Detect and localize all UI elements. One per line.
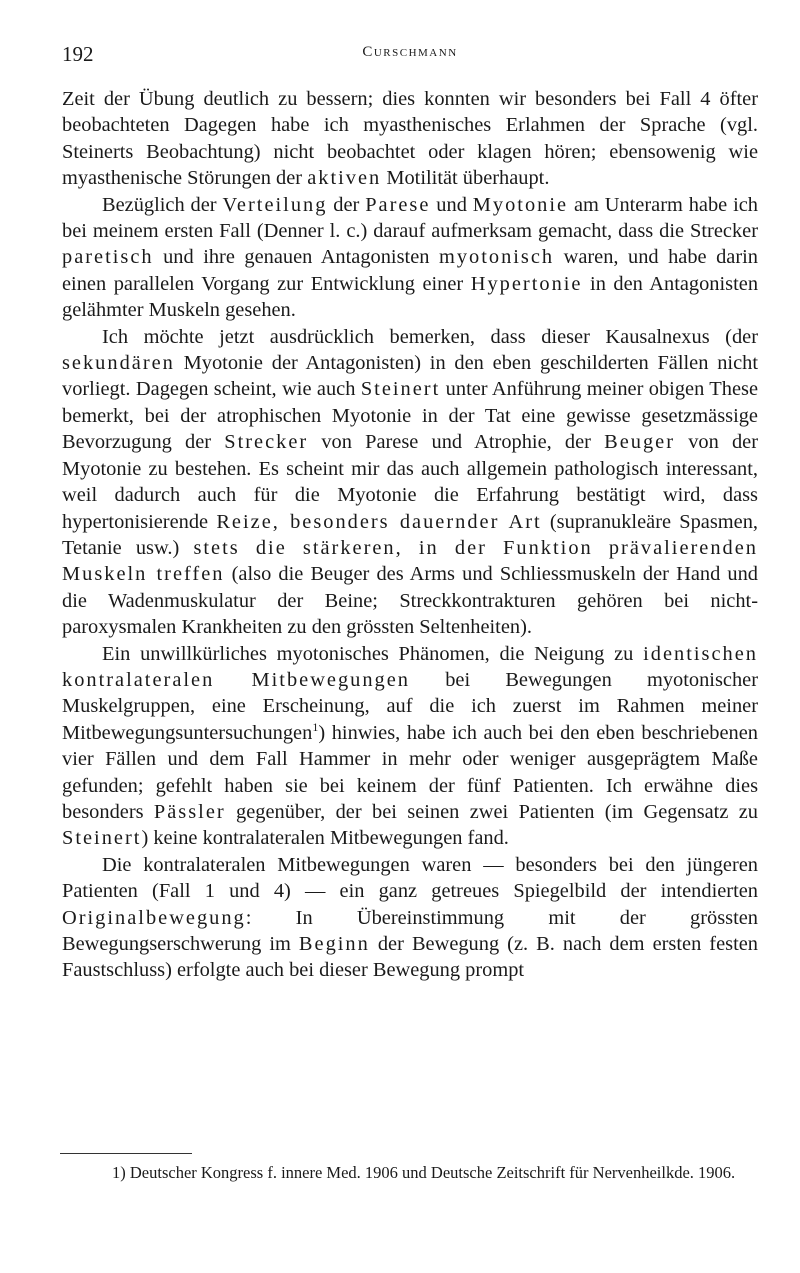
text-run: Myotonie der Antagonisten) in den eben geschilderten Fällen nicht vorliegt. Dagegen scheint, wie auch xyxy=(62,352,758,401)
spaced-emphasis: identischen kontralateralen Mitbewegungen xyxy=(62,642,758,691)
spaced-emphasis: Steinert xyxy=(360,378,441,401)
spaced-emphasis: aktiven xyxy=(307,167,382,190)
text-run: Zeit der Übung deutlich zu bessern; dies konnten wir besonders bei Fall 4 öfter beobachteten Dagegen habe ich myasthenisches Erlahmen der Sprache (vgl. Steinerts Beobachtung) nicht beobachtet oder klagen hören; ebensowenig wie myasthenische Störungen der xyxy=(62,88,758,190)
spaced-emphasis: stets die stärkeren, in der Funktion prävalierenden Muskeln treffen xyxy=(62,536,758,586)
text-run: (also die Beuger des Arms und Schliessmuskeln der Hand und die Wadenmuskulatur der Beine; Streckkontrakturen gehören bei nicht-paroxysmalen Krankheiten zu den grössten Seltenheiten). xyxy=(62,563,758,639)
text-run: (supranukleäre Spasmen, Tetanie usw.) xyxy=(62,510,758,559)
spaced-emphasis: Reize, besonders dauernder Art xyxy=(216,510,542,533)
spaced-emphasis: Pässler xyxy=(153,800,226,823)
spaced-emphasis: sekundären xyxy=(62,352,175,375)
text-run: ) hinwies, habe ich auch bei den eben beschriebenen vier Fällen und dem Fall Hammer in mehr oder weniger ausgeprägtem Maße gefunden; gefehlt haben sie bei keinem der fünf Patienten. Ich erwähne dies besonders xyxy=(62,721,758,823)
text-run: Ein unwillkürliches myotonisches Phänomen, die Neigung zu xyxy=(102,642,644,665)
running-head: Curschmann xyxy=(362,44,458,60)
spaced-emphasis: Verteilung xyxy=(222,193,328,216)
spaced-emphasis: Parese xyxy=(365,193,431,216)
spaced-emphasis: paretisch xyxy=(62,246,154,269)
text-run: unter Anführung meiner obigen These bemerkt, bei der atrophischen Myotonie in der Tat eine gewisse gesetzmässige Bevorzugung der xyxy=(62,378,758,454)
paragraph xyxy=(62,86,758,192)
footnote xyxy=(62,1160,758,1185)
text-run: Ich möchte jetzt ausdrücklich bemerken, dass dieser Kausalnexus (der xyxy=(102,325,758,348)
text-run: gegenüber, der bei seinen zwei Patienten (im Gegensatz zu xyxy=(225,800,759,823)
body-text xyxy=(62,86,758,984)
text-run: von der Myotonie zu bestehen. Es scheint mir das auch allgemein pathologisch interessant, weil dadurch auch für die Myotonie die Erfahrung bestätigt wird, dass hypertonisierende xyxy=(62,431,758,533)
paragraph xyxy=(62,641,758,852)
paragraph xyxy=(62,324,758,641)
page-header xyxy=(62,40,758,70)
text-run: ) keine kontralateralen Mitbewegungen fand. xyxy=(141,827,509,850)
page xyxy=(62,40,758,984)
spaced-emphasis: Steinert xyxy=(62,827,142,850)
spaced-emphasis: Originalbewegung xyxy=(62,906,246,929)
spaced-emphasis: Myotonie xyxy=(472,193,569,216)
text-run: in den Antagonisten gelähmter Muskeln gesehen. xyxy=(62,272,759,322)
spaced-emphasis: Strecker xyxy=(224,431,309,454)
text-run: : In Übereinstimmung mit der grössten Bewegungserschwerung im xyxy=(62,906,758,955)
paragraph xyxy=(62,192,758,324)
text-run: waren, und habe darin einen parallelen Vorgang zur Entwicklung einer xyxy=(62,246,758,295)
footnote-divider xyxy=(60,1153,192,1154)
text-run: am Unterarm habe ich bei meinem ersten Fall (Denner l. c.) darauf aufmerksam gemacht, dass die Strecker xyxy=(62,193,759,243)
spaced-emphasis: Hypertonie xyxy=(470,272,583,295)
text-run: Motilität überhaupt. xyxy=(381,167,550,190)
text-run: bei Bewegungen myotonischer Muskelgruppen, eine Erscheinung, auf die ich zuerst im Rahmen meiner Mitbewegungsuntersuchungen xyxy=(62,668,758,744)
page-number: 192 xyxy=(62,42,94,66)
text-run: Bezüglich der xyxy=(102,193,223,216)
footnote-reference: 1 xyxy=(312,719,319,734)
text-run: der xyxy=(327,193,366,216)
text-run: Die kontralateralen Mitbewegungen waren — besonders bei den jüngeren Patienten (Fall 1 und 4) — ein ganz getreues Spiegelbild der intendierten xyxy=(62,853,758,903)
footnote-text: 1) Deutscher Kongress f. innere Med. 1906 und Deutsche Zeitschrift für Nervenheilkde. 1906. xyxy=(112,1163,736,1182)
text-run: von Parese und Atrophie, der xyxy=(308,431,605,454)
text-run: und xyxy=(430,193,473,216)
spaced-emphasis: myotonisch xyxy=(438,246,555,269)
spaced-emphasis: Beuger xyxy=(604,431,676,454)
text-run: der Bewegung (z. B. nach dem ersten festen Faustschluss) erfolgte auch bei dieser Bewegung prompt xyxy=(62,933,758,982)
text-run: und ihre genauen Antagonisten xyxy=(153,246,439,269)
paragraph xyxy=(62,852,758,984)
spaced-emphasis: Beginn xyxy=(298,933,370,955)
